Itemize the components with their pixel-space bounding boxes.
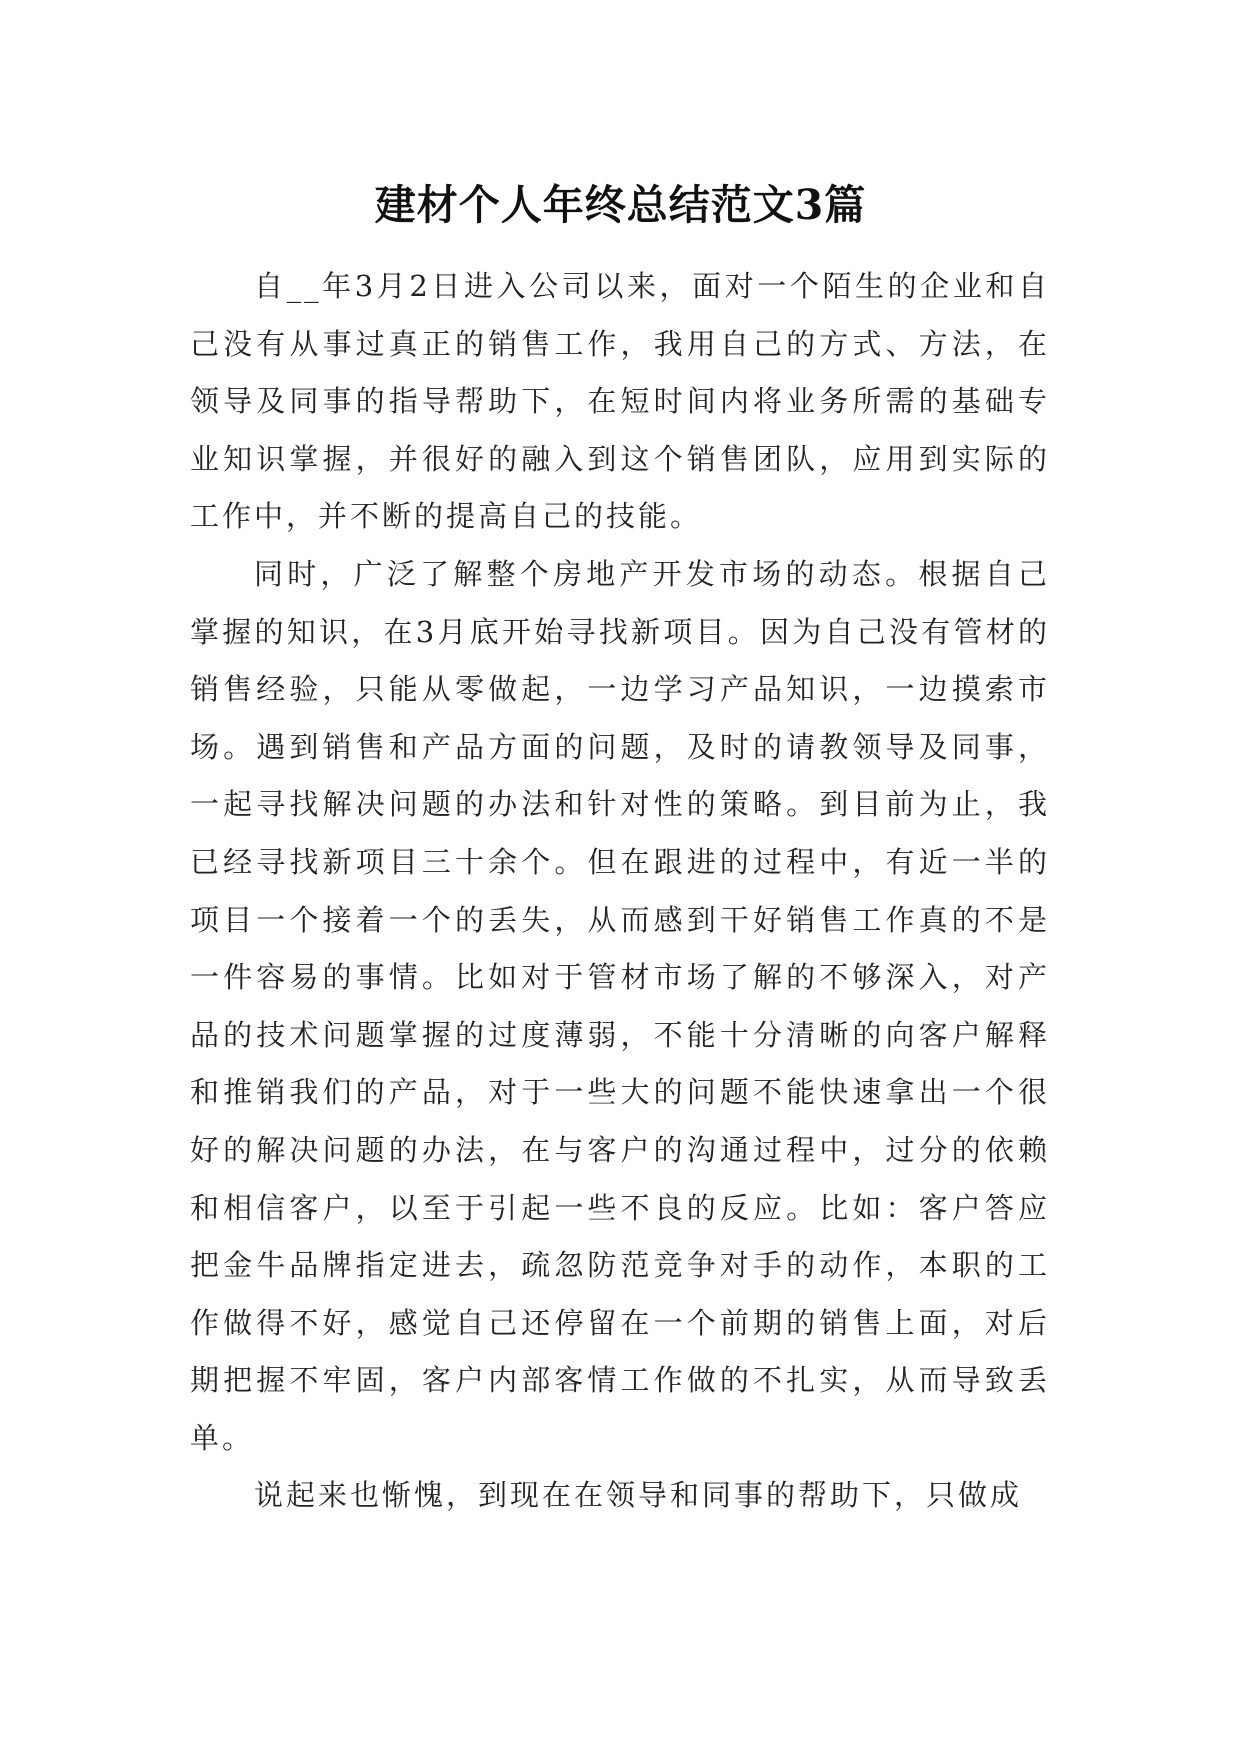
document-body <box>190 258 1050 1525</box>
paragraph-1: 自__年3月2日进入公司以来，面对一个陌生的企业和自己没有从事过真正的销售工作，我用自己的方式、方法，在领导及同事的指导帮助下，在短时间内将业务所需的基础专业知识掌握，并很好的融入到这个销售团队，应用到实际的工作中，并不断的提高自己的技能。 <box>190 269 1050 534</box>
document-title: 建材个人年终总结范文3篇 <box>374 181 867 230</box>
paragraph-2: 同时，广泛了解整个房地产开发市场的动态。根据自己掌握的知识，在3月底开始寻找新项目。因为自己没有管材的销售经验，只能从零做起，一边学习产品知识，一边摸索市场。遇到销售和产品方面的问题，及时的请教领导及同事，一起寻找解决问题的办法和针对性的策略。到目前为止，我已经寻找新项目三十余个。但在跟进的过程中，有近一半的项目一个接着一个的丢失，从而感到干好销售工作真的不是一件容易的事情。比如对于管材市场了解的不够深入，对产品的技术问题掌握的过度薄弱，不能十分清晰的向客户解释和推销我们的产品，对于一些大的问题不能快速拿出一个很好的解决问题的办法，在与客户的沟通过程中，过分的依赖和相信客户，以至于引起一些不良的反应。比如：客户答应把金牛品牌指定进去，疏忽防范竞争对手的动作，本职的工作做得不好，感觉自己还停留在一个前期的销售上面，对后期把握不牢固，客户内部客情工作做的不扎实，从而导致丢单。 <box>190 556 1050 1455</box>
paragraph-3: 说起来也惭愧，到现在在领导和同事的帮助下，只做成 <box>254 1478 1023 1513</box>
